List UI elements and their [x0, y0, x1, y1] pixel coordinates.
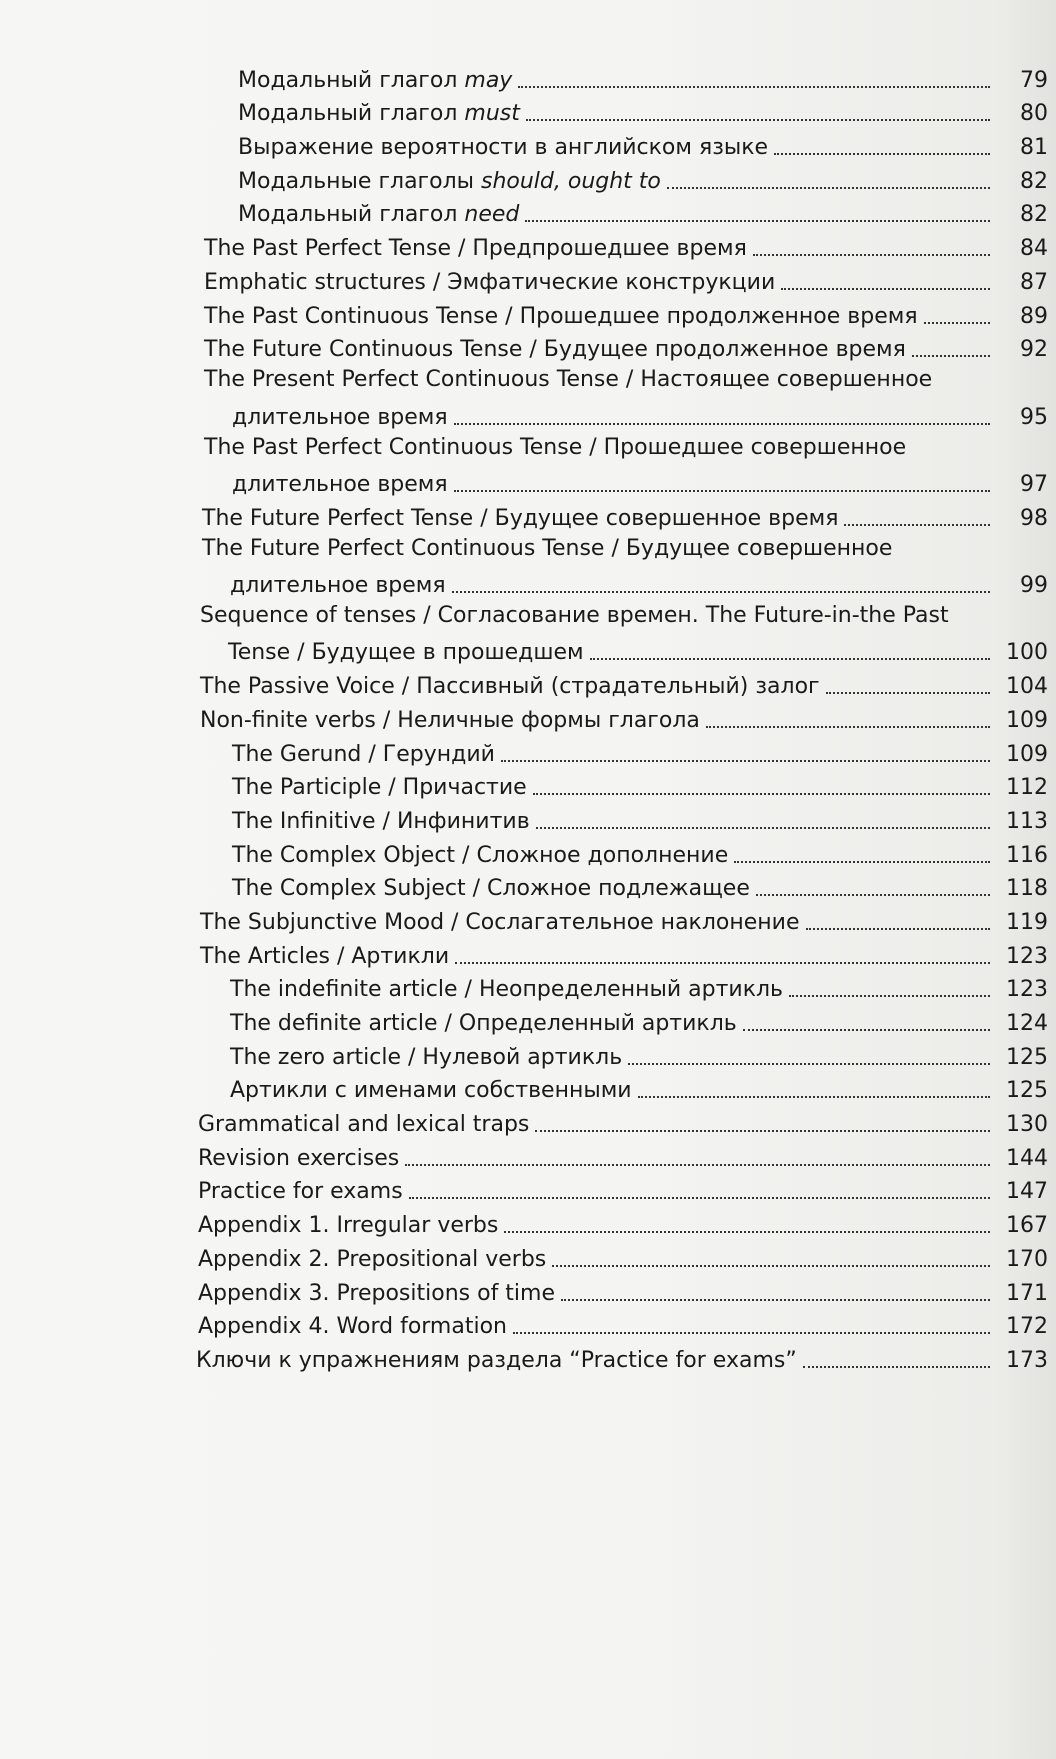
entry-title: [198, 1112, 529, 1138]
entry-title-line1: The Future Perfect Continuous Tense / Будущее совершенное: [202, 535, 893, 561]
entry-title-text: Grammatical and lexical traps: [198, 1112, 530, 1138]
toc-entry[interactable]: [0, 1138, 1048, 1172]
page-number: 130: [1006, 1112, 1048, 1138]
page-number: 92: [1020, 337, 1048, 363]
toc-entry[interactable]: [0, 498, 1048, 532]
page-number: 109: [1006, 741, 1048, 767]
page-number: 99: [1020, 573, 1048, 599]
page-number: 123: [1006, 977, 1048, 1003]
page-number: 116: [1006, 842, 1048, 868]
leader-dots: [454, 423, 990, 425]
entry-title-text: Non-finite verbs / Неличные формы глагола: [200, 707, 700, 733]
toc-entry[interactable]: [0, 262, 1048, 296]
entry-title-text: Модальные глаголы: [238, 168, 481, 194]
toc-entry[interactable]: [0, 195, 1048, 229]
toc-entry[interactable]: [0, 127, 1048, 161]
page-number: 80: [1020, 101, 1048, 127]
toc-entry[interactable]: [0, 700, 1048, 734]
toc-entry[interactable]: [0, 801, 1048, 835]
leader-dots: [525, 220, 990, 222]
page-number: 144: [1006, 1145, 1048, 1171]
leader-dots: [628, 1063, 990, 1065]
leader-dots: [536, 827, 990, 829]
leader-dots: [756, 894, 990, 896]
entry-title: [230, 1078, 632, 1104]
page-number: 82: [1020, 168, 1048, 194]
entry-title-text: Practice for exams: [198, 1179, 403, 1205]
leader-dots: [590, 658, 990, 660]
page-number: 112: [1006, 775, 1048, 801]
toc-entry[interactable]: [0, 1172, 1048, 1206]
entry-title: [204, 304, 918, 330]
leader-dots: [667, 187, 990, 189]
toc-entry[interactable]: [0, 161, 1048, 195]
leader-dots: [774, 153, 990, 155]
leader-dots: [504, 1231, 990, 1233]
page-number: 123: [1006, 943, 1048, 969]
entry-title: [198, 1314, 507, 1340]
entry-title: [198, 1179, 403, 1205]
entry-title: [232, 843, 728, 869]
toc-entry[interactable]: [0, 1307, 1048, 1341]
entry-title-line2: Tense / Будущее в прошедшем: [228, 640, 584, 666]
entry-title-text: The Future Perfect Tense / Будущее совершенное время: [202, 505, 839, 531]
entry-title-text: Appendix 2. Prepositional verbs: [198, 1246, 547, 1272]
toc-entry[interactable]: [0, 330, 1048, 364]
entry-title-text: Appendix 4. Word formation: [198, 1314, 507, 1340]
entry-title-text: Выражение вероятности в английском языке: [238, 135, 769, 161]
toc-entry[interactable]: [0, 228, 1048, 262]
entry-title-text: The Passive Voice / Пассивный (страдательный) залог: [200, 674, 820, 700]
entry-title: [196, 1348, 797, 1374]
entry-title: [238, 135, 768, 161]
page-number: 147: [1006, 1179, 1048, 1205]
entry-title: [204, 337, 906, 363]
page-number: 113: [1006, 808, 1048, 834]
toc-entry[interactable]: [0, 1003, 1048, 1037]
toc-entry[interactable]: [0, 532, 1048, 599]
entry-title-text: Appendix 1. Irregular verbs: [198, 1213, 499, 1239]
entry-title: [238, 68, 512, 94]
leader-dots: [405, 1164, 990, 1166]
page-number: 82: [1020, 202, 1048, 228]
toc-entry[interactable]: [0, 296, 1048, 330]
entry-title-text: Модальный глагол: [238, 202, 465, 228]
toc-entry[interactable]: [0, 666, 1048, 700]
entry-title-text: The Future Continuous Tense / Будущее продолженное время: [204, 337, 906, 363]
page-number: 79: [1020, 67, 1048, 93]
entry-title-italic: may: [464, 67, 513, 93]
leader-dots: [781, 288, 990, 290]
entry-title-italic: should, ought to: [481, 168, 661, 194]
leader-dots: [455, 962, 990, 964]
entry-title: [200, 910, 800, 936]
leader-dots: [513, 1332, 990, 1334]
leader-dots: [789, 995, 990, 997]
entry-title: [230, 1011, 737, 1037]
entry-title-line1: The Past Perfect Continuous Tense / Прошедшее совершенное: [204, 434, 907, 460]
entry-title-text: Модальный глагол: [238, 101, 465, 127]
toc-entry[interactable]: [0, 1037, 1048, 1071]
toc-entry[interactable]: [0, 936, 1048, 970]
page-number: 100: [1006, 640, 1048, 666]
toc-entry[interactable]: [0, 768, 1048, 802]
page-number: 167: [1006, 1213, 1048, 1239]
leader-dots: [452, 591, 990, 593]
entry-title-line2: длительное время: [232, 404, 448, 430]
entry-title-line1: Sequence of tenses / Согласование времен. The Future-in-the Past: [200, 603, 949, 629]
toc-entry[interactable]: [0, 60, 1048, 94]
toc-entry[interactable]: [0, 431, 1048, 498]
page-number: 84: [1020, 236, 1048, 262]
page-number: 125: [1006, 1078, 1048, 1104]
leader-dots: [501, 760, 990, 762]
entry-title: [204, 270, 775, 296]
toc-entry[interactable]: [0, 902, 1048, 936]
leader-dots: [561, 1299, 990, 1301]
entry-title-text: Модальный глагол: [238, 67, 465, 93]
leader-dots: [844, 524, 990, 526]
toc-entry[interactable]: [0, 1340, 1048, 1374]
leader-dots: [638, 1096, 990, 1098]
entry-title: [198, 1146, 399, 1172]
page-number: 109: [1006, 707, 1048, 733]
entry-title: [230, 1045, 622, 1071]
entry-title: [198, 1281, 555, 1307]
toc-entry[interactable]: [0, 835, 1048, 869]
leader-dots: [826, 692, 990, 694]
entry-title: [198, 1247, 546, 1273]
entry-title-text: Артикли с именами собственными: [230, 1078, 632, 1104]
leader-dots: [552, 1265, 990, 1267]
page-number: 97: [1020, 471, 1048, 497]
entry-title-text: The definite article / Определенный артикль: [230, 1011, 737, 1036]
page-number: 124: [1006, 1011, 1048, 1036]
page-number: 89: [1020, 303, 1048, 329]
entry-title: [200, 708, 700, 734]
leader-dots: [409, 1197, 990, 1199]
leader-dots: [706, 726, 990, 728]
entry-title-line2: длительное время: [232, 471, 448, 497]
page-number: 119: [1006, 909, 1048, 935]
entry-title: [200, 944, 449, 970]
page-number: 170: [1006, 1246, 1048, 1272]
entry-title-italic: need: [464, 202, 520, 228]
page-number: 125: [1006, 1044, 1048, 1070]
page-number: 171: [1006, 1280, 1048, 1306]
page-number: 104: [1006, 674, 1048, 700]
leader-dots: [743, 1029, 990, 1031]
toc-entry[interactable]: [0, 599, 1048, 666]
table-of-contents: [0, 60, 1056, 1374]
page-number: 87: [1020, 269, 1048, 295]
entry-title: [238, 101, 520, 127]
leader-dots: [806, 928, 991, 930]
entry-title-text: Revision exercises: [198, 1145, 400, 1171]
entry-title-text: The Infinitive / Инфинитив: [232, 808, 530, 834]
toc-entry[interactable]: [0, 869, 1048, 903]
leader-dots: [454, 490, 990, 492]
entry-title-text: The Past Perfect Tense / Предпрошедшее время: [204, 236, 747, 262]
leader-dots: [526, 119, 990, 121]
entry-title: [232, 809, 530, 835]
page-number: 98: [1020, 505, 1048, 531]
entry-title-text: The Complex Object / Сложное дополнение: [232, 842, 729, 868]
entry-title: [232, 876, 750, 902]
entry-title: [232, 775, 527, 801]
page-number: 172: [1006, 1314, 1048, 1340]
leader-dots: [912, 355, 990, 357]
page-number: 95: [1020, 404, 1048, 430]
entry-title-text: The indefinite article / Неопределенный артикль: [230, 977, 784, 1003]
entry-title: [204, 236, 747, 262]
entry-title-line1: The Present Perfect Continuous Tense / Настоящее совершенное: [204, 367, 933, 393]
entry-title-text: The Articles / Артикли: [200, 943, 450, 969]
entry-title-line2: длительное время: [230, 573, 446, 599]
leader-dots: [518, 86, 990, 88]
entry-title: [238, 202, 519, 228]
leader-dots: [753, 254, 990, 256]
entry-title-text: The Complex Subject / Сложное подлежащее: [232, 876, 750, 902]
page-number: 81: [1020, 135, 1048, 161]
entry-title-text: Appendix 3. Prepositions of time: [198, 1280, 556, 1306]
entry-title-text: The Participle / Причастие: [232, 775, 527, 801]
page-number: 118: [1006, 876, 1048, 902]
leader-dots: [535, 1130, 990, 1132]
leader-dots: [924, 322, 990, 324]
entry-title-text: Ключи к упражнениям раздела “Practice for exams”: [196, 1347, 797, 1373]
toc-entry[interactable]: [0, 1071, 1048, 1105]
entry-title-text: The zero article / Нулевой артикль: [230, 1044, 623, 1070]
toc-entry[interactable]: [0, 970, 1048, 1004]
leader-dots: [533, 793, 990, 795]
toc-entry[interactable]: [0, 1205, 1048, 1239]
leader-dots: [803, 1366, 990, 1368]
entry-title: [198, 1213, 498, 1239]
entry-title-text: The Subjunctive Mood / Сослагательное наклонение: [200, 909, 800, 935]
toc-entry[interactable]: [0, 363, 1048, 430]
toc-entry[interactable]: [0, 94, 1048, 128]
entry-title-text: Emphatic structures / Эмфатические конструкции: [204, 269, 776, 295]
toc-entry[interactable]: [0, 734, 1048, 768]
entry-title: [230, 977, 783, 1003]
entry-title: [238, 169, 661, 195]
toc-entry[interactable]: [0, 1104, 1048, 1138]
toc-entry[interactable]: [0, 1239, 1048, 1273]
entry-title-text: The Gerund / Герундий: [232, 741, 495, 767]
page-number: 173: [1006, 1347, 1048, 1373]
leader-dots: [734, 861, 990, 863]
entry-title: [200, 674, 820, 700]
entry-title-text: The Past Continuous Tense / Прошедшее продолженное время: [204, 303, 918, 329]
entry-title: [202, 506, 838, 532]
entry-title-italic: must: [464, 101, 520, 127]
entry-title: [232, 742, 495, 768]
toc-entry[interactable]: [0, 1273, 1048, 1307]
